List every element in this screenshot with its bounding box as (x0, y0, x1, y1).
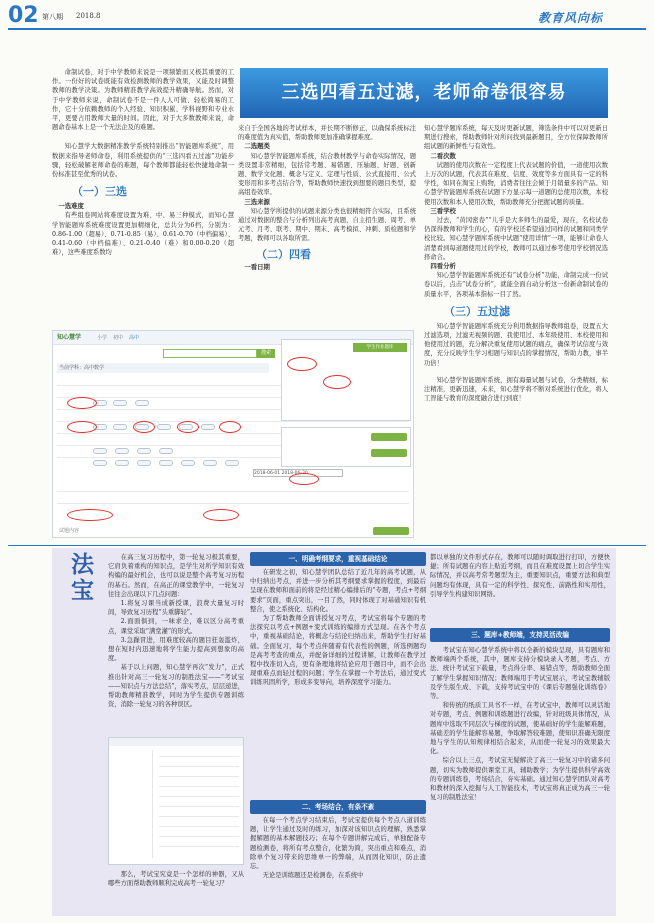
mini-line (159, 796, 239, 797)
shot-green-button[interactable] (371, 449, 407, 457)
top-intro (52, 68, 234, 280)
heading-2-text: 二、考场结合，有条不紊 (250, 800, 426, 814)
shot-date-range[interactable]: 2018-06-01 2018-06-30 (253, 469, 343, 477)
five-filter-text: 知心慧学智能题库系统充分利用数据指导教师组卷，设置五大过滤选项，过滤无视频的题、我使用过、本年级使用、本校使用和他使用过的题，充分解决重复使用试题的痛点，确保考试信度与效度，充分反映学生学习相题与知识点的掌握情况，帮助力教，事半功倍！ (424, 322, 608, 367)
top-title-banner (240, 68, 608, 118)
system-screenshot (52, 330, 414, 538)
select-source-text: 知心慧学所提供的试题来源分类也很精细符合实际，且系统通过对数据的整合与分析列出高考真题，自主招生题、周考、单元考、月考、联考、期中、期末、高考模拟、冲刺、质检题和学考题，教师可以各取所需。 (238, 207, 416, 243)
col2-lead: 来自于全国各地的考试样本，并长期不断修正，以确保系统标注的难度值为真实值，帮助教师更加准确掌握难度。 (238, 125, 416, 142)
header-rule (8, 28, 646, 30)
highlight-circle (67, 421, 97, 433)
masthead: 教育风向标 (538, 11, 604, 25)
mid-p1: 在研发之初，知心慧学团队总结了近几年的高考试题，从中归纳出考点，并进一步分析其考纲要求掌握的程度，到最后呈现在教师和面前的将是经过精心编排后的“专题，考点+考纲要求”页面，重点突出，一目了然，同时体现了对基础知识有机整合，使之系统化、结构化。 (250, 569, 426, 613)
mini-tree (113, 750, 153, 858)
section-three-select: （一）三选 (72, 185, 127, 199)
problem-1: 1.将复习课当成新授课，浪费大量复习时间，导致复习历程“头重脚轻”。 (108, 600, 244, 617)
heading-1 (250, 552, 426, 566)
shot-logo: 知心慧学 (57, 334, 82, 341)
highlight-circle (219, 421, 241, 433)
bottom-mid-column (250, 568, 426, 794)
issue-date: 2018.8 (76, 12, 101, 20)
filter-option[interactable] (181, 460, 195, 466)
mid-p2: 为了帮助教师全面讲授复习考点，考试宝将每个专题的考法探究以考点+例题+变式训练的编排方式呈现。在各个考点中，重视基础结论，将概念与结论归纳出来，帮助学生打好基础。全面复习，每个考点伴随着有代表性的例题，所选例题均是高考考查的重点，并配备详细的过程讲解，让教师在教学过程中找准切入点，更有条理地将结论应用于题目中，而不会出现重难点而轻过程的问题；学生在掌握一个考法后，通过变式训练巩固所学，形成多变导向，培养深度学习能力。 (250, 615, 426, 687)
filter-option[interactable] (113, 400, 127, 406)
intro-paragraph-1: 命制试卷，对于中学教师来说是一项频繁而又极其重要的工作。一份好的试卷既能有效检测教师的教学效果，又能及时调整教师的教学决策。为教师精准教学高效提升精确导航。然而，对于中学教师来说，命制试卷不是一件人人可做、轻松简易的工作，它十分依赖教师的个人经验、知识积累、学科视野和专业水平，更要占用教师大量的时间。因此，对于大多数教师来说，命题命卷基本上是一个无法企及的难题。 (52, 69, 234, 132)
filter-option[interactable] (115, 460, 129, 466)
filter-option[interactable] (93, 448, 107, 454)
look-count-text: 试题的使用次数在一定程度上代表试题的价值，一道使用次数上万次的试题，代表其在难度、信度、效度等多方面具有一定的科学性，如同在淘宝上购物，消费者往往会倾于月销量多的产品。知心慧学智能题库系统在试题下方显示每一道题的总使用次数，本校使用次数和本人使用次数，帮助教师充分把握试题的质量。 (424, 161, 608, 206)
look-count-head: 二看次数 (430, 151, 456, 160)
issue-label: 第八期 (42, 13, 63, 21)
shot-popup-button[interactable]: 学生作业题库 (353, 343, 407, 352)
shot-level-primary[interactable]: 小学 (97, 335, 108, 341)
right-p1: 考试宝在知心慧学系统中将以全新的模块呈现，具有题库和教师端两个系统，其中，题库支持分模块录入考题，考点、方法、统计考试宝下载量，考点得分率、易错点等，帮助教师全面了解学生掌握知识情况；教师端用于考试宝展示，考试宝教辅版及学生版生成、下载，支持考试宝中的《课后专题强化训练卷》等。 (430, 647, 610, 701)
highlight-circle (67, 509, 113, 521)
closing-question: 那么，考试宝究竟是一个怎样的神器，又从哪些方面帮助教师顺利完成高考一轮复习？ (108, 871, 244, 888)
filter-option[interactable] (157, 424, 171, 430)
filter-option[interactable] (159, 460, 173, 466)
filter-option[interactable] (115, 448, 129, 454)
select-source-head: 三选来源 (244, 197, 270, 206)
look-school-text: 过去，“黄冈密卷”“儿乎是大多师生的最爱，现在，名校试卷仍深得教师和学生的心，有的学校还希望通过同样的试题和同类学校比较。知心慧学题库系统中试题“使用详情”一项，能够让命卷人清楚看到每道题使用过的学校，教师可以通过参考使用学校情况选择命合。 (424, 217, 608, 261)
look-date-head: 一看日期 (244, 262, 270, 271)
exam-treasure-screenshot (108, 737, 244, 865)
heading-3 (430, 628, 610, 642)
vertical-title-text: 法宝 (67, 552, 93, 604)
look-school-head: 三看学校 (430, 206, 456, 215)
top-column-2 (238, 124, 416, 328)
select-difficulty-text: 有些组卷网站将难度设置为难、中、易三种模式，而知心慧学智能题库系统难度设置更加精细化，总共分为6档，分别为：0.86-1.00（超易）、0.71-0.85（易）、0.61-0.70（中档偏易）、0.41-0.60（中档偏难）、0.21-0.40（难）和0.00-0.20（超难），这些难度系数均 (52, 212, 234, 257)
mini-line (159, 836, 239, 837)
bottom-right-top (430, 553, 610, 625)
highlight-circle (289, 473, 319, 485)
mid-p4: 无论是训练题还是检测卷，在系统中 (262, 872, 364, 880)
mid-p3: 在每一个考点学习结束后，考试宝提供每个考点八道训练题，让学生通过及时的练习，加深对该知识点的理解，熟悉掌握解题的基本解题技巧；在每个专题讲解完成后，单独配备专题检测卷，将所有考点整合，化繁为简，突出重点和难点，消除单个复习带来的思维单一的弊端，从而固化知识，防止遗忘。 (250, 817, 426, 871)
bottom-left-column (108, 553, 244, 733)
shot-level-middle[interactable]: 初中 (113, 335, 124, 341)
heading-3-text: 三、题库+教师端，支持灵活改编 (430, 628, 610, 642)
intro-p1: 在高三复习历程中，第一轮复习极其重要，它肩负着重构的知识点，是学生对所学知识有效构编的最好机会，也可以说是整个高考复习历程的基石。然而，在高正的课堂教学中，一轮复习往往会出现以下几点问题： (108, 554, 244, 598)
problem-3: 3.急躁冒进，用难度较高的题目狂轰滥炸，想在短时内迅速地将学生能力提高到想象的高度。 (108, 636, 244, 663)
filter-option[interactable] (137, 448, 151, 454)
page-number: 02 (8, 4, 39, 28)
shot-search-input[interactable] (163, 349, 257, 358)
select-type-text: 知心慧学智能题库系统，结合教材教学与命卷实际情况，题类设置非常精细，包括常考题、易错题、压轴题、好题、创新题、数学文化题、概念与定义、定理与性质、公式直接用、公式变形用和多考点结合等，帮助教师快速找到想要的题目类型，提高组卷效率。 (238, 152, 416, 197)
highlight-circle (203, 509, 239, 521)
highlight-circle (287, 357, 317, 371)
shot-green-button[interactable] (373, 527, 409, 535)
filter-option[interactable] (203, 460, 217, 466)
intro-paragraph-2: 知心慧学大数据精准教学系统特别推出“智能题库系统”，用数据来指导老师命卷，利用系统提供的“三选四看五过滤”功能步骤，轻松破解老师命卷的难题，每个教师都能轻松快捷地命制一份标准甚至优秀的试卷。 (52, 143, 234, 179)
mini-line (159, 806, 239, 807)
highlight-circle (323, 375, 351, 389)
bottom-mid-column-2 (250, 816, 426, 912)
select-type-head: 二选题类 (244, 142, 270, 151)
filter-option[interactable] (137, 460, 151, 466)
shot-row-divider (57, 503, 409, 504)
shot-row-divider (57, 491, 409, 492)
filter-option[interactable] (225, 460, 239, 466)
filter-option[interactable] (135, 400, 149, 406)
mini-line (159, 776, 239, 777)
shot-content-label: 试题内容 (59, 528, 80, 534)
look-analysis-text: 知心慧学智能题库系统还有“试卷分析”功能，命制完成一份试卷以后，点击“试卷分析”，就能全面自动分析这一份新命制试卷的质量水平，各项基本指标一目了然。 (424, 272, 608, 298)
vertical-title (56, 552, 106, 912)
top-title: 三选四看五过滤，老师命卷很容易 (281, 82, 567, 103)
bottom-left-question (108, 870, 244, 912)
mini-line (159, 786, 239, 787)
highlight-circle (67, 397, 97, 409)
shot-breadcrumb: 当前学科：高中数学 (59, 365, 105, 371)
mini-line (159, 816, 239, 817)
section-divider (8, 545, 646, 546)
section-five-filter: （三）五过滤 (444, 304, 510, 318)
highlight-circle (133, 421, 155, 433)
mini-line (159, 756, 239, 757)
top-column-3 (424, 124, 608, 540)
filter-option[interactable] (113, 424, 127, 430)
select-difficulty-head: 一选难度 (58, 202, 84, 211)
mini-line (159, 826, 239, 827)
heading-2 (250, 800, 426, 814)
look-analysis-head: 四看分析 (430, 262, 456, 271)
shot-search-button[interactable]: 搜索 (257, 349, 275, 358)
filter-option[interactable] (93, 460, 107, 466)
heading-1-text: 一、明确考纲要求，重视基础结论 (250, 552, 426, 566)
intro-p2: 基于以上问题，知心慧学再次“发力”，正式推出针对高三一轮复习的制胜法宝——“考试宝——知识点与方法总结”，落实考点，层层递进，帮助教师精准教学，同时为学生提供专题训练资，消除一轮复习的各种误区。 (108, 664, 244, 709)
mini-line (159, 846, 239, 847)
col3-lead: 知心慧学题库系统，每天及时更新试题，筛选条件中可以对更新日期进行搜索，帮助教师针对所问找到最新题目，全方位保障教师所组试题的新鲜性与有效性。 (424, 125, 608, 151)
right-lead: 都以单独的文件形式存在，教师可以随时调取进行打印，方便快捷；所有试题在内容上贴近考纲，而且在难度设置上切合学生实际情况，并以高考常考题型为主，重要知识点，重要方法和典型问题均有体现，具有一定的科学性、探究性、前路性和实用性，引导学生构建知识网络。 (430, 554, 610, 598)
bottom-right-column (430, 646, 610, 912)
filter-option[interactable] (159, 448, 173, 454)
mini-title-bar (109, 738, 243, 746)
filter-option[interactable] (201, 424, 215, 430)
shot-level-high[interactable]: 高中 (129, 335, 140, 341)
shot-green-button[interactable] (371, 433, 407, 441)
problem-2: 2.面面俱到，一味求全，难以区分高考重点，课堂采取“满堂灌”的形式。 (108, 618, 244, 635)
closing-text: 知心慧学智能题库系统，拥有海量试题与试卷，分类精细，标注精准，更新迅速，未来，知心慧学将不断对系统进行优化，将人工智能与教育的深度融合进行到底！ (424, 376, 608, 403)
right-p3: 综合以上三点，考试宝无疑解决了高三一轮复习中的诸多问题，切实为教师提供课堂工具，辅助教学；为学生提供科学高效的专题训练卷，考场结合，夯实基础。通过知心慧学团队对高考和教材的深入挖掘与人工智能技术，考试宝将真正成为高三一轮复习的制胜法宝！ (430, 757, 610, 802)
right-p2: 和传统的纸质工具书不一样，在考试宝中，教师可以灵活地对专题，考点、例题和训练题进行改编，针对班级具体情况，从题库中选取不同层次与梯度的试题，使基础好的学生能解难题，基础差的学生能解容易题，争取解答较难题，使知识准确无限度地与学生的认知规律相结合起来，从而使一轮复习的效果最大化。 (430, 702, 610, 756)
section-four-look: （二）四看 (256, 247, 311, 261)
highlight-circle (177, 421, 199, 433)
mini-line (159, 766, 239, 767)
